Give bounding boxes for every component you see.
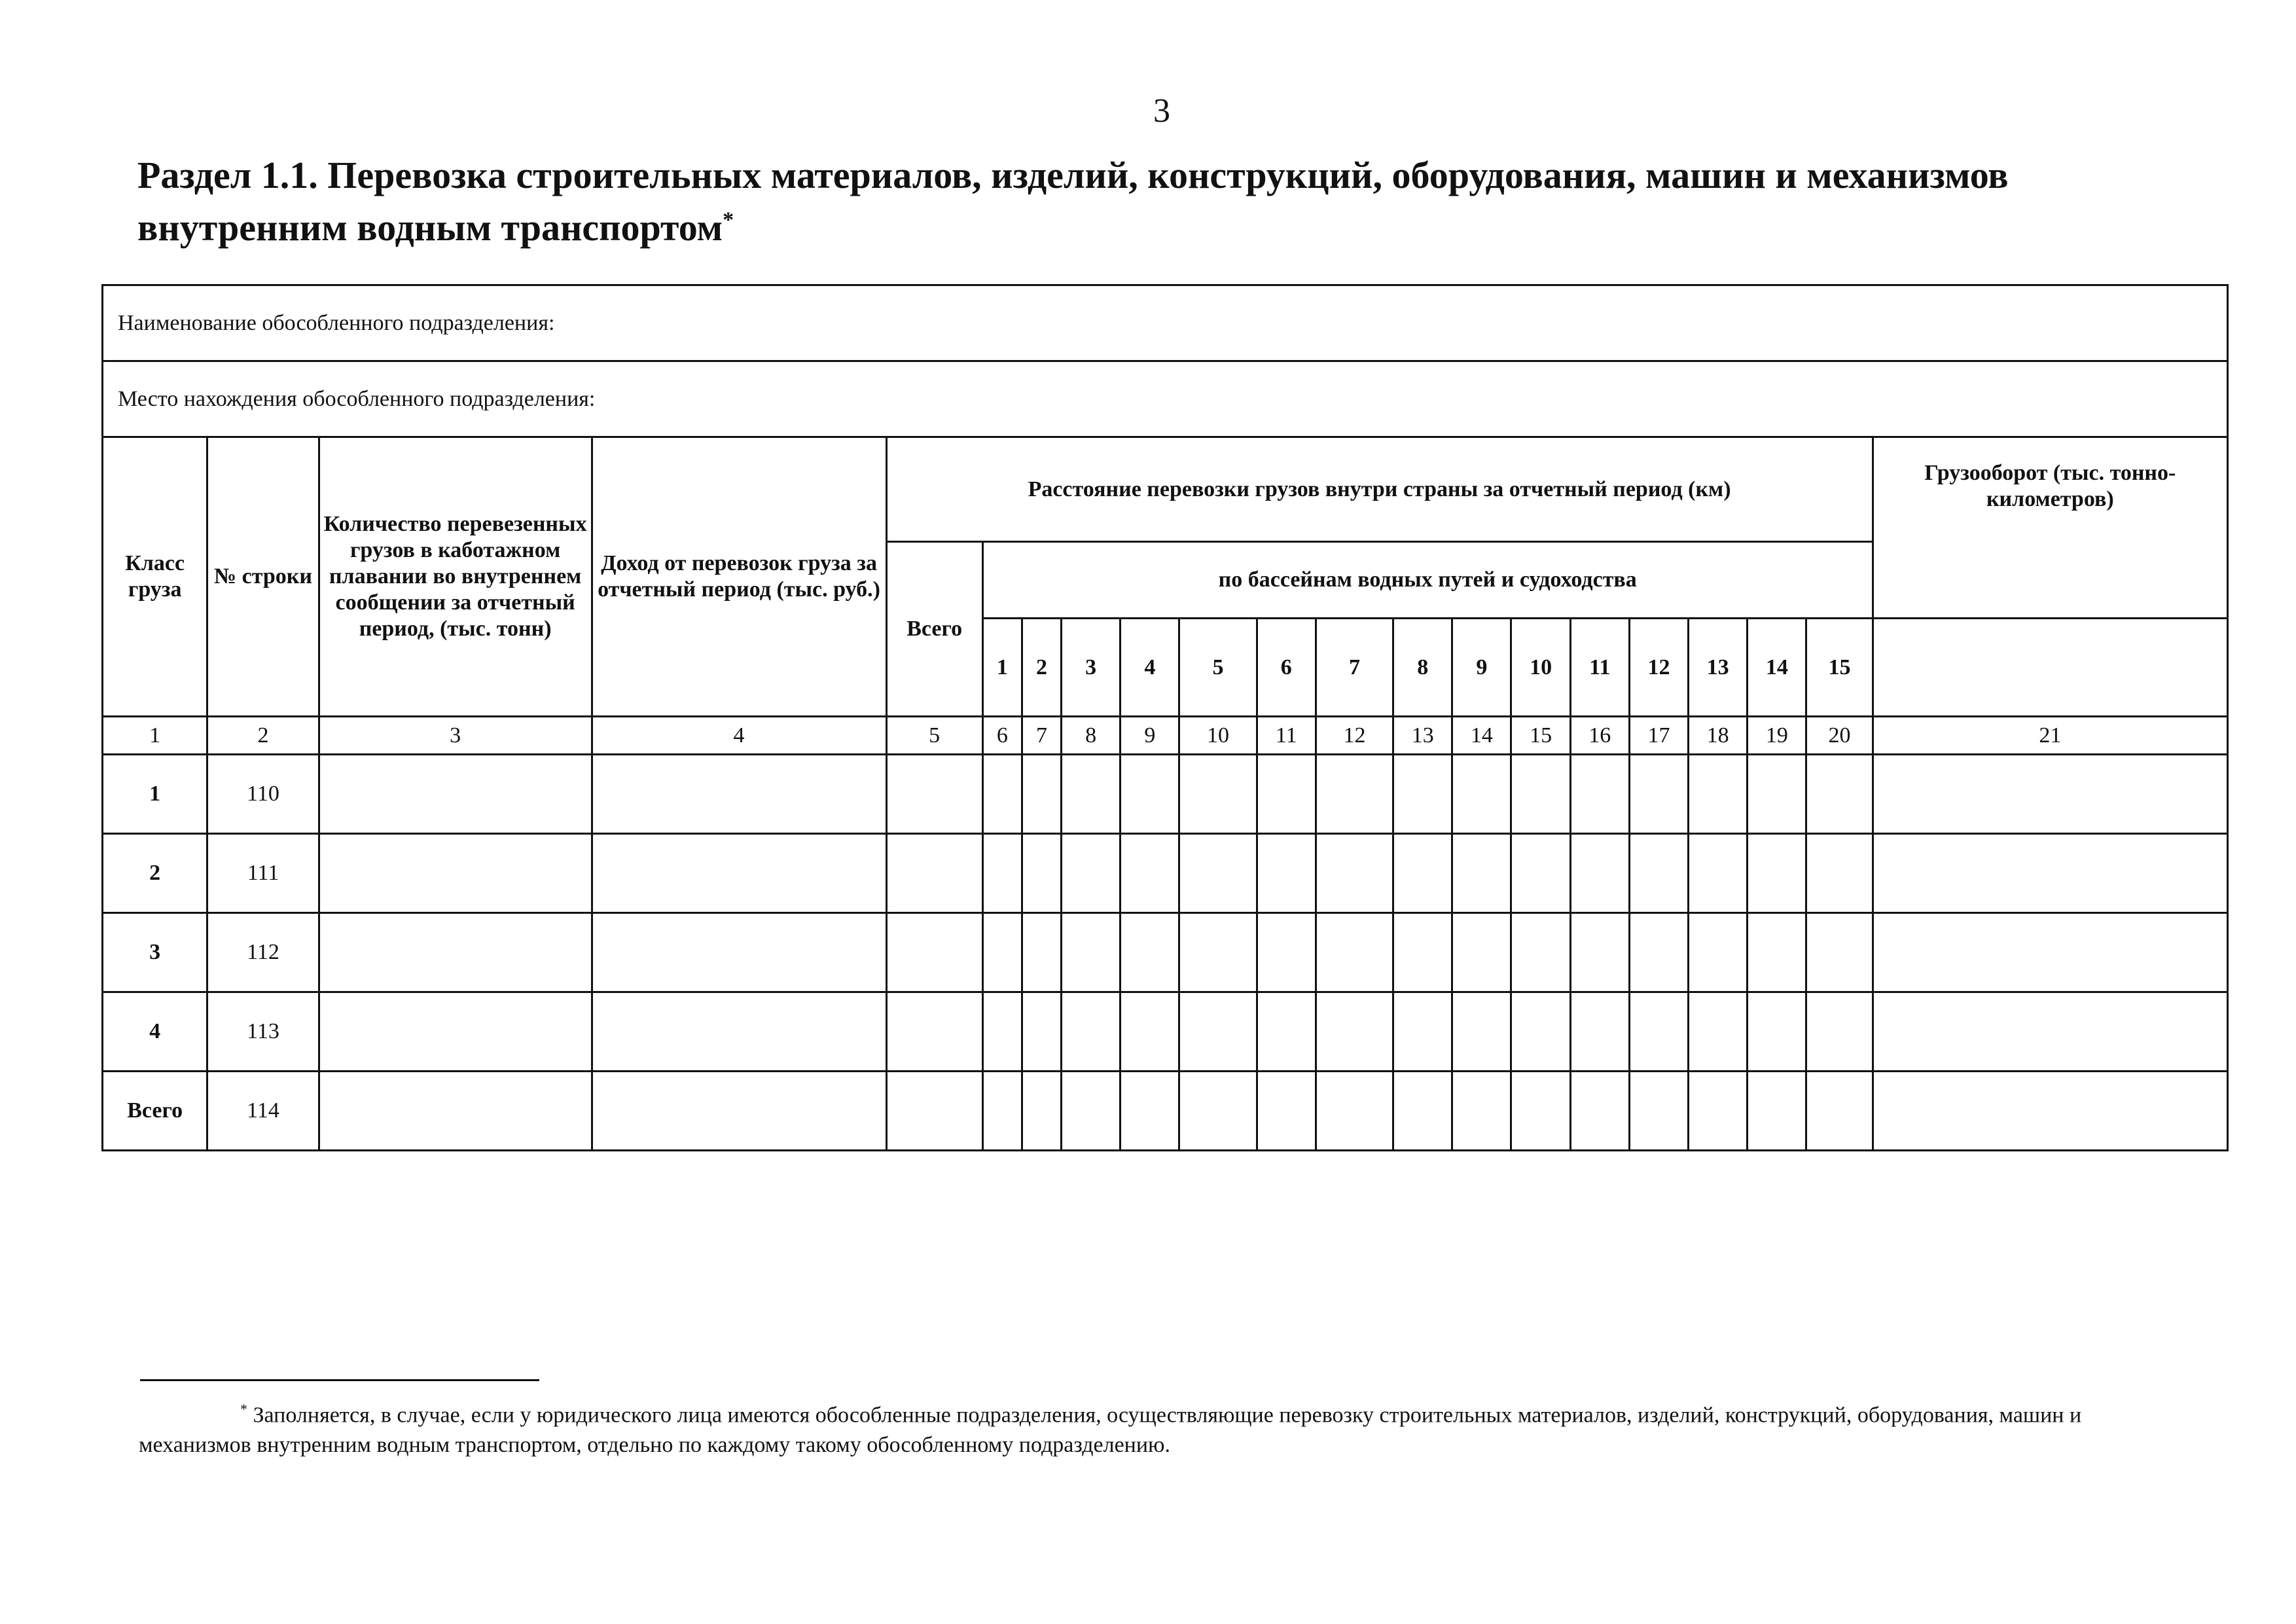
basin-col-1: 1 bbox=[982, 619, 1022, 717]
page-number: 3 bbox=[1153, 92, 1170, 130]
column-number: 17 bbox=[1629, 717, 1688, 755]
input-cell[interactable] bbox=[1316, 913, 1393, 992]
row-number: 110 bbox=[207, 755, 319, 834]
input-cell[interactable] bbox=[1511, 834, 1570, 913]
input-cell[interactable] bbox=[886, 992, 982, 1072]
input-cell[interactable] bbox=[1062, 1072, 1121, 1151]
input-cell[interactable] bbox=[1022, 992, 1061, 1072]
input-cell[interactable] bbox=[1511, 992, 1570, 1072]
data-rows bbox=[103, 755, 2228, 1151]
input-cell[interactable] bbox=[1689, 1072, 1748, 1151]
row-number: 114 bbox=[207, 1072, 319, 1151]
basin-col-7: 7 bbox=[1316, 619, 1393, 717]
input-cell[interactable] bbox=[1393, 913, 1452, 992]
column-number: 16 bbox=[1570, 717, 1629, 755]
input-cell[interactable] bbox=[1629, 992, 1688, 1072]
input-cell[interactable] bbox=[1062, 913, 1121, 992]
input-cell[interactable] bbox=[1257, 755, 1316, 834]
column-number: 11 bbox=[1257, 717, 1316, 755]
input-cell[interactable] bbox=[319, 992, 592, 1072]
basin-col-13: 13 bbox=[1689, 619, 1748, 717]
input-cell[interactable] bbox=[1179, 834, 1257, 913]
input-cell[interactable] bbox=[1511, 913, 1570, 992]
input-cell[interactable] bbox=[886, 834, 982, 913]
header-row-number: № строки bbox=[207, 437, 319, 717]
input-cell[interactable] bbox=[982, 913, 1022, 992]
input-cell[interactable] bbox=[1689, 992, 1748, 1072]
input-cell[interactable] bbox=[1748, 913, 1806, 992]
input-cell[interactable] bbox=[1393, 992, 1452, 1072]
column-number: 10 bbox=[1179, 717, 1257, 755]
header-by-basins: по бассейнам водных путей и судоходства bbox=[982, 542, 1873, 619]
row-cargo-class: 1 bbox=[103, 755, 207, 834]
input-cell[interactable] bbox=[982, 992, 1022, 1072]
input-cell[interactable] bbox=[1179, 913, 1257, 992]
input-cell[interactable] bbox=[1748, 992, 1806, 1072]
input-cell[interactable] bbox=[1748, 1072, 1806, 1151]
column-number: 14 bbox=[1452, 717, 1511, 755]
input-cell[interactable] bbox=[1022, 1072, 1061, 1151]
input-cell[interactable] bbox=[982, 834, 1022, 913]
input-cell[interactable] bbox=[886, 1072, 982, 1151]
input-cell[interactable] bbox=[886, 755, 982, 834]
row-cargo-class: 3 bbox=[103, 913, 207, 992]
basin-col-5: 5 bbox=[1179, 619, 1257, 717]
input-cell[interactable] bbox=[1257, 1072, 1316, 1151]
section-title-text: Раздел 1.1. Перевозка строительных материалов, изделий, конструкций, оборудования, машин и механизмов внутренним водным транспортом bbox=[137, 154, 2009, 249]
column-number: 19 bbox=[1748, 717, 1806, 755]
input-cell[interactable] bbox=[1121, 755, 1179, 834]
input-cell[interactable] bbox=[886, 913, 982, 992]
input-cell[interactable] bbox=[1873, 992, 2227, 1072]
input-cell[interactable] bbox=[1062, 755, 1121, 834]
column-number: 6 bbox=[982, 717, 1022, 755]
input-cell[interactable] bbox=[1873, 913, 2227, 992]
row-number: 113 bbox=[207, 992, 319, 1072]
input-cell[interactable] bbox=[1316, 834, 1393, 913]
row-cargo-class: 2 bbox=[103, 834, 207, 913]
input-cell[interactable] bbox=[1629, 913, 1688, 992]
column-number: 5 bbox=[886, 717, 982, 755]
input-cell[interactable] bbox=[1393, 755, 1452, 834]
input-cell[interactable] bbox=[1689, 834, 1748, 913]
row-number: 112 bbox=[207, 913, 319, 992]
info-row-name bbox=[103, 285, 2228, 361]
basin-col-15: 15 bbox=[1806, 619, 1873, 717]
header-distance: Расстояние перевозки грузов внутри страны за отчетный период (км) bbox=[886, 437, 1873, 542]
input-cell[interactable] bbox=[1748, 755, 1806, 834]
input-cell[interactable] bbox=[1316, 992, 1393, 1072]
input-cell[interactable] bbox=[1452, 755, 1511, 834]
input-cell[interactable] bbox=[1179, 1072, 1257, 1151]
input-cell[interactable] bbox=[1121, 992, 1179, 1072]
column-number: 4 bbox=[592, 717, 886, 755]
footnote-mark: * bbox=[240, 1401, 247, 1417]
input-cell[interactable] bbox=[1570, 913, 1629, 992]
input-cell[interactable] bbox=[982, 755, 1022, 834]
input-cell[interactable] bbox=[1316, 1072, 1393, 1151]
input-cell[interactable] bbox=[1873, 755, 2227, 834]
input-cell[interactable] bbox=[982, 1072, 1022, 1151]
basin-col-6: 6 bbox=[1257, 619, 1316, 717]
footnote-text: Заполняется, в случае, если у юридического лица имеются обособленные подразделения, осуществляющие перевозку строительных материалов, изделий, конструкций, оборудования, машин и механизмов внутренним водным транспортом, отдельно по каждому такому обособленному подразделению. bbox=[139, 1403, 2082, 1458]
input-cell[interactable] bbox=[319, 1072, 592, 1151]
footnote-mark: * bbox=[723, 208, 734, 232]
input-cell[interactable] bbox=[1022, 755, 1061, 834]
row-cargo-class: Всего bbox=[103, 1072, 207, 1151]
input-cell[interactable] bbox=[1452, 834, 1511, 913]
division-name-label: Наименование обособленного подразделения: bbox=[103, 285, 2228, 361]
header-quantity: Количество перевезенных грузов в каботажном плавании во внутреннем сообщении за отчетный период, (тыс. тонн) bbox=[319, 437, 592, 717]
basin-col-3: 3 bbox=[1062, 619, 1121, 717]
input-cell[interactable] bbox=[1257, 834, 1316, 913]
input-cell[interactable] bbox=[1689, 913, 1748, 992]
basin-col-12: 12 bbox=[1629, 619, 1688, 717]
column-number: 21 bbox=[1873, 717, 2227, 755]
input-cell[interactable] bbox=[1511, 755, 1570, 834]
division-location-label: Место нахождения обособленного подразделения: bbox=[103, 361, 2228, 437]
input-cell[interactable] bbox=[1511, 1072, 1570, 1151]
footnote-separator bbox=[140, 1379, 539, 1381]
row-number: 111 bbox=[207, 834, 319, 913]
input-cell[interactable] bbox=[1062, 992, 1121, 1072]
input-cell[interactable] bbox=[1022, 834, 1061, 913]
basin-col-8: 8 bbox=[1393, 619, 1452, 717]
header-row-1 bbox=[103, 437, 2228, 542]
input-cell[interactable] bbox=[1806, 992, 1873, 1072]
input-cell[interactable] bbox=[592, 755, 886, 834]
column-number: 15 bbox=[1511, 717, 1570, 755]
basin-col-10: 10 bbox=[1511, 619, 1570, 717]
input-cell[interactable] bbox=[1570, 834, 1629, 913]
input-cell[interactable] bbox=[1121, 1072, 1179, 1151]
table-row bbox=[103, 834, 2228, 913]
input-cell[interactable] bbox=[1629, 834, 1688, 913]
input-cell[interactable] bbox=[1806, 913, 1873, 992]
column-number: 13 bbox=[1393, 717, 1452, 755]
header-income: Доход от перевозок груза за отчетный период (тыс. руб.) bbox=[592, 437, 886, 717]
input-cell[interactable] bbox=[1393, 834, 1452, 913]
column-number: 1 bbox=[103, 717, 207, 755]
input-cell[interactable] bbox=[1452, 992, 1511, 1072]
input-cell[interactable] bbox=[1748, 834, 1806, 913]
input-cell[interactable] bbox=[1062, 834, 1121, 913]
input-cell[interactable] bbox=[1121, 834, 1179, 913]
column-number: 7 bbox=[1022, 717, 1061, 755]
column-numbers-row bbox=[103, 717, 2228, 755]
footnote bbox=[139, 1394, 2187, 1460]
input-cell[interactable] bbox=[1452, 913, 1511, 992]
input-cell[interactable] bbox=[592, 913, 886, 992]
input-cell[interactable] bbox=[1121, 913, 1179, 992]
input-cell[interactable] bbox=[1316, 755, 1393, 834]
column-number: 20 bbox=[1806, 717, 1873, 755]
input-cell[interactable] bbox=[1570, 755, 1629, 834]
input-cell[interactable] bbox=[1257, 992, 1316, 1072]
input-cell[interactable] bbox=[1022, 913, 1061, 992]
table-row bbox=[103, 913, 2228, 992]
input-cell[interactable] bbox=[1179, 755, 1257, 834]
input-cell[interactable] bbox=[592, 1072, 886, 1151]
input-cell[interactable] bbox=[319, 913, 592, 992]
column-number: 9 bbox=[1121, 717, 1179, 755]
basin-col-9: 9 bbox=[1452, 619, 1511, 717]
input-cell[interactable] bbox=[1570, 1072, 1629, 1151]
basin-col-11: 11 bbox=[1570, 619, 1629, 717]
input-cell[interactable] bbox=[1179, 992, 1257, 1072]
row-cargo-class: 4 bbox=[103, 992, 207, 1072]
input-cell[interactable] bbox=[1806, 755, 1873, 834]
basin-col-4: 4 bbox=[1121, 619, 1179, 717]
input-cell[interactable] bbox=[1257, 913, 1316, 992]
column-number: 18 bbox=[1689, 717, 1748, 755]
column-number: 12 bbox=[1316, 717, 1393, 755]
input-cell[interactable] bbox=[319, 834, 592, 913]
header-total: Всего bbox=[886, 542, 982, 717]
input-cell[interactable] bbox=[319, 755, 592, 834]
input-cell[interactable] bbox=[592, 834, 886, 913]
header-cargo-class: Класс груза bbox=[103, 437, 207, 717]
input-cell[interactable] bbox=[1452, 1072, 1511, 1151]
input-cell[interactable] bbox=[1570, 992, 1629, 1072]
transport-form-table bbox=[101, 284, 2229, 1151]
turnover-empty-cell bbox=[1873, 619, 2227, 717]
column-number: 8 bbox=[1062, 717, 1121, 755]
input-cell[interactable] bbox=[1806, 834, 1873, 913]
column-number: 3 bbox=[319, 717, 592, 755]
info-row-location bbox=[103, 361, 2228, 437]
input-cell[interactable] bbox=[1393, 1072, 1452, 1151]
header-turnover: Грузооборот (тыс. тонно-километров) bbox=[1873, 437, 2227, 619]
table-body bbox=[103, 285, 2228, 755]
input-cell[interactable] bbox=[1806, 1072, 1873, 1151]
table-row bbox=[103, 755, 2228, 834]
basin-col-14: 14 bbox=[1748, 619, 1806, 717]
table-row bbox=[103, 1072, 2228, 1151]
column-number: 2 bbox=[207, 717, 319, 755]
basin-col-2: 2 bbox=[1022, 619, 1061, 717]
input-cell[interactable] bbox=[1629, 755, 1688, 834]
table-row bbox=[103, 992, 2228, 1072]
input-cell[interactable] bbox=[592, 992, 886, 1072]
input-cell[interactable] bbox=[1629, 1072, 1688, 1151]
section-title bbox=[137, 149, 2101, 254]
input-cell[interactable] bbox=[1873, 834, 2227, 913]
input-cell[interactable] bbox=[1873, 1072, 2227, 1151]
input-cell[interactable] bbox=[1689, 755, 1748, 834]
